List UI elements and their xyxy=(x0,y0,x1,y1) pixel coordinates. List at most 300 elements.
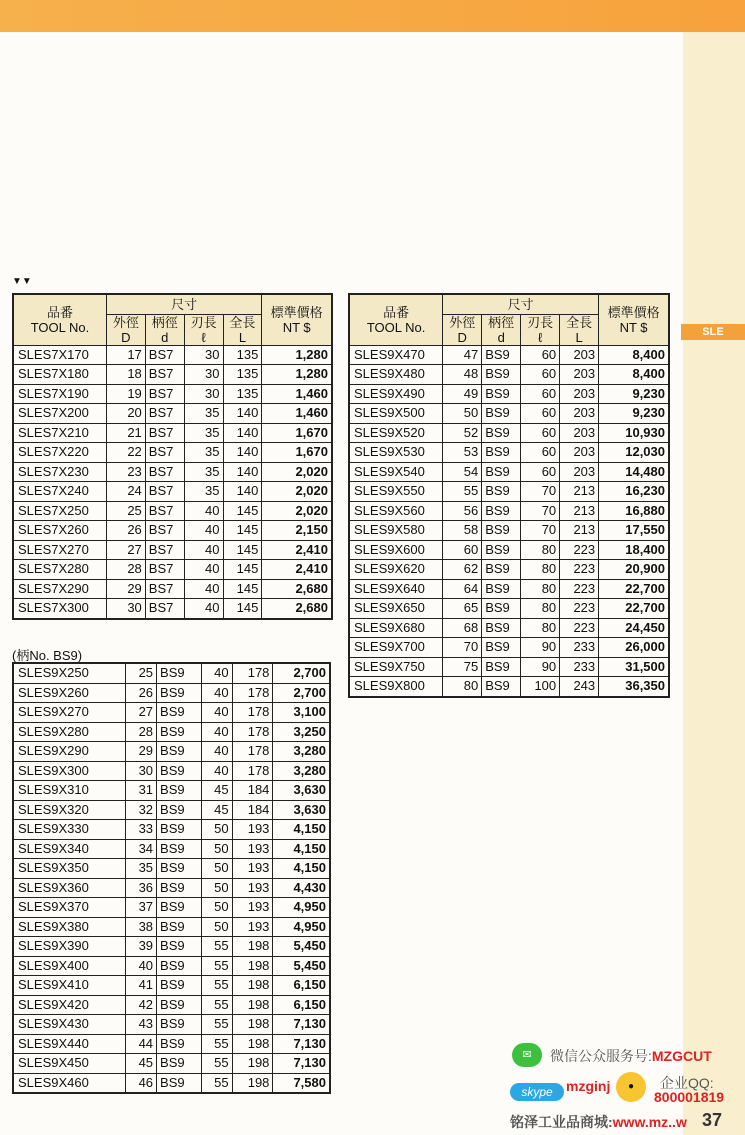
total-cell: 243 xyxy=(560,677,599,697)
total-cell: 140 xyxy=(223,443,262,463)
dia-cell: 56 xyxy=(443,501,482,521)
table-row xyxy=(349,384,669,404)
total-cell: 178 xyxy=(232,742,273,762)
tool-no-cell: SLES7X170 xyxy=(13,345,106,365)
dia-cell: 30 xyxy=(126,761,157,781)
dia-cell: 68 xyxy=(443,618,482,638)
flute-cell: 35 xyxy=(184,443,223,463)
dia-cell: 70 xyxy=(443,638,482,658)
price-cell: 7,580 xyxy=(273,1073,330,1093)
tool-no-cell: SLES9X640 xyxy=(349,579,443,599)
table-row xyxy=(13,1015,330,1035)
shank-cell: BS7 xyxy=(145,521,184,541)
total-cell: 198 xyxy=(232,1073,273,1093)
table-row xyxy=(13,384,332,404)
table-row xyxy=(349,443,669,463)
shank-cell: BS7 xyxy=(145,345,184,365)
price-cell: 1,280 xyxy=(262,365,332,385)
tool-no-cell: SLES9X420 xyxy=(13,995,126,1015)
flute-cell: 60 xyxy=(521,365,560,385)
table-row xyxy=(13,462,332,482)
dia-cell: 30 xyxy=(106,599,145,619)
total-cell: 178 xyxy=(232,663,273,683)
dia-cell: 35 xyxy=(126,859,157,879)
tool-no-cell: SLES7X260 xyxy=(13,521,106,541)
col-tool-no: 品番 TOOL No. xyxy=(349,294,443,345)
price-cell: 2,410 xyxy=(262,540,332,560)
flute-cell: 55 xyxy=(202,1034,233,1054)
total-cell: 135 xyxy=(223,384,262,404)
dia-cell: 47 xyxy=(443,345,482,365)
shank-cell: BS7 xyxy=(145,560,184,580)
price-table-bs9-large xyxy=(348,293,670,698)
shank-cell: BS7 xyxy=(145,423,184,443)
total-cell: 193 xyxy=(232,820,273,840)
shank-cell: BS9 xyxy=(482,521,521,541)
total-cell: 193 xyxy=(232,878,273,898)
table-row xyxy=(349,482,669,502)
col-shank: 柄徑 d xyxy=(482,314,521,345)
total-cell: 198 xyxy=(232,976,273,996)
total-cell: 223 xyxy=(560,618,599,638)
flute-cell: 35 xyxy=(184,462,223,482)
flute-cell: 90 xyxy=(521,657,560,677)
price-cell: 22,700 xyxy=(599,579,669,599)
dia-cell: 21 xyxy=(106,423,145,443)
price-cell: 36,350 xyxy=(599,677,669,697)
price-cell: 6,150 xyxy=(273,976,330,996)
total-cell: 203 xyxy=(560,345,599,365)
dia-cell: 54 xyxy=(443,462,482,482)
table-row xyxy=(13,683,330,703)
table-row xyxy=(13,579,332,599)
col-flute: 刃長 ℓ xyxy=(521,314,560,345)
dia-cell: 23 xyxy=(106,462,145,482)
flute-cell: 60 xyxy=(521,423,560,443)
dia-cell: 42 xyxy=(126,995,157,1015)
shank-cell: BS7 xyxy=(145,443,184,463)
col-shank: 柄徑 d xyxy=(145,314,184,345)
price-cell: 2,680 xyxy=(262,599,332,619)
total-cell: 198 xyxy=(232,1034,273,1054)
shank-cell: BS9 xyxy=(157,956,202,976)
tool-no-cell: SLES7X250 xyxy=(13,501,106,521)
dia-cell: 17 xyxy=(106,345,145,365)
wechat-label: 微信公众服务号:MZGCUT xyxy=(550,1048,712,1064)
shank-cell: BS9 xyxy=(157,1034,202,1054)
tool-no-cell: SLES9X430 xyxy=(13,1015,126,1035)
flute-cell: 80 xyxy=(521,579,560,599)
price-cell: 3,630 xyxy=(273,781,330,801)
table-row xyxy=(13,404,332,424)
dia-cell: 52 xyxy=(443,423,482,443)
price-cell: 2,020 xyxy=(262,482,332,502)
shank-cell: BS7 xyxy=(145,599,184,619)
col-price: 標準價格 NT $ xyxy=(262,294,332,345)
flute-cell: 90 xyxy=(521,638,560,658)
col-tool-no: 品番 TOOL No. xyxy=(13,294,106,345)
table-row xyxy=(13,937,330,957)
shank-cell: BS9 xyxy=(482,345,521,365)
table-row xyxy=(13,1054,330,1074)
price-cell: 8,400 xyxy=(599,345,669,365)
total-cell: 203 xyxy=(560,365,599,385)
table-row xyxy=(349,365,669,385)
flute-cell: 70 xyxy=(521,501,560,521)
table-row xyxy=(349,345,669,365)
shank-cell: BS9 xyxy=(157,800,202,820)
shank-cell: BS9 xyxy=(482,384,521,404)
total-cell: 203 xyxy=(560,423,599,443)
table-row xyxy=(13,781,330,801)
total-cell: 184 xyxy=(232,781,273,801)
tool-no-cell: SLES7X210 xyxy=(13,423,106,443)
tool-no-cell: SLES7X270 xyxy=(13,540,106,560)
flute-cell: 50 xyxy=(202,839,233,859)
tool-no-cell: SLES9X340 xyxy=(13,839,126,859)
dia-cell: 29 xyxy=(106,579,145,599)
tool-no-cell: SLES9X750 xyxy=(349,657,443,677)
subtitle-bs9: (柄No. BS9) xyxy=(12,648,83,663)
dia-cell: 27 xyxy=(106,540,145,560)
price-cell: 2,410 xyxy=(262,560,332,580)
total-cell: 178 xyxy=(232,683,273,703)
dia-cell: 41 xyxy=(126,976,157,996)
dia-cell: 28 xyxy=(106,560,145,580)
price-cell: 1,280 xyxy=(262,345,332,365)
table-row xyxy=(13,800,330,820)
price-cell: 2,020 xyxy=(262,462,332,482)
shank-cell: BS7 xyxy=(145,384,184,404)
total-cell: 198 xyxy=(232,1015,273,1035)
price-cell: 2,150 xyxy=(262,521,332,541)
shank-cell: BS9 xyxy=(157,878,202,898)
total-cell: 213 xyxy=(560,501,599,521)
table-row xyxy=(349,618,669,638)
dia-cell: 24 xyxy=(106,482,145,502)
shank-cell: BS9 xyxy=(157,761,202,781)
dia-cell: 64 xyxy=(443,579,482,599)
tool-no-cell: SLES9X560 xyxy=(349,501,443,521)
flute-cell: 35 xyxy=(184,482,223,502)
price-cell: 3,250 xyxy=(273,722,330,742)
shank-cell: BS7 xyxy=(145,540,184,560)
dia-cell: 60 xyxy=(443,540,482,560)
tool-no-cell: SLES9X540 xyxy=(349,462,443,482)
table-row xyxy=(13,995,330,1015)
dia-cell: 43 xyxy=(126,1015,157,1035)
tool-no-cell: SLES9X440 xyxy=(13,1034,126,1054)
table-row xyxy=(13,1073,330,1093)
flute-cell: 100 xyxy=(521,677,560,697)
table-row xyxy=(349,677,669,697)
flute-cell: 55 xyxy=(202,1015,233,1035)
tool-no-cell: SLES9X310 xyxy=(13,781,126,801)
col-total: 全長 L xyxy=(223,314,262,345)
shank-cell: BS9 xyxy=(482,443,521,463)
total-cell: 193 xyxy=(232,839,273,859)
dia-cell: 31 xyxy=(126,781,157,801)
price-cell: 4,430 xyxy=(273,878,330,898)
shank-cell: BS9 xyxy=(157,995,202,1015)
dia-cell: 44 xyxy=(126,1034,157,1054)
table-row xyxy=(13,859,330,879)
tool-no-cell: SLES9X390 xyxy=(13,937,126,957)
flute-cell: 40 xyxy=(202,683,233,703)
table-row xyxy=(13,898,330,918)
shank-cell: BS7 xyxy=(145,579,184,599)
price-cell: 4,150 xyxy=(273,859,330,879)
skype-id: mzginj xyxy=(566,1078,611,1094)
price-cell: 3,280 xyxy=(273,742,330,762)
shank-cell: BS9 xyxy=(157,820,202,840)
shank-cell: BS9 xyxy=(482,657,521,677)
flute-cell: 80 xyxy=(521,540,560,560)
total-cell: 145 xyxy=(223,579,262,599)
shank-cell: BS9 xyxy=(157,898,202,918)
dia-cell: 25 xyxy=(126,663,157,683)
total-cell: 193 xyxy=(232,917,273,937)
col-size: 尺寸 xyxy=(443,294,599,314)
dia-cell: 49 xyxy=(443,384,482,404)
shank-cell: BS9 xyxy=(482,462,521,482)
total-cell: 223 xyxy=(560,579,599,599)
flute-cell: 35 xyxy=(184,404,223,424)
price-cell: 9,230 xyxy=(599,384,669,404)
tool-no-cell: SLES9X400 xyxy=(13,956,126,976)
dia-cell: 26 xyxy=(126,683,157,703)
tool-no-cell: SLES9X800 xyxy=(349,677,443,697)
flute-cell: 55 xyxy=(202,1054,233,1074)
tool-no-cell: SLES9X380 xyxy=(13,917,126,937)
price-cell: 31,500 xyxy=(599,657,669,677)
col-dia: 外徑 D xyxy=(106,314,145,345)
price-cell: 1,460 xyxy=(262,384,332,404)
total-cell: 178 xyxy=(232,761,273,781)
total-cell: 184 xyxy=(232,800,273,820)
table-row xyxy=(13,345,332,365)
price-cell: 17,550 xyxy=(599,521,669,541)
table-row xyxy=(13,703,330,723)
flute-cell: 55 xyxy=(202,976,233,996)
total-cell: 223 xyxy=(560,540,599,560)
price-cell: 7,130 xyxy=(273,1015,330,1035)
page-number: 37 xyxy=(702,1110,723,1130)
dia-cell: 55 xyxy=(443,482,482,502)
total-cell: 193 xyxy=(232,859,273,879)
table-row xyxy=(13,482,332,502)
price-cell: 4,150 xyxy=(273,820,330,840)
dia-cell: 75 xyxy=(443,657,482,677)
price-cell: 1,670 xyxy=(262,423,332,443)
total-cell: 178 xyxy=(232,722,273,742)
side-strip xyxy=(683,32,745,1135)
total-cell: 223 xyxy=(560,599,599,619)
shank-cell: BS9 xyxy=(482,638,521,658)
table-row xyxy=(349,462,669,482)
flute-cell: 60 xyxy=(521,404,560,424)
total-cell: 140 xyxy=(223,482,262,502)
dia-cell: 39 xyxy=(126,937,157,957)
flute-cell: 50 xyxy=(202,859,233,879)
price-cell: 9,230 xyxy=(599,404,669,424)
total-cell: 203 xyxy=(560,384,599,404)
price-cell: 6,150 xyxy=(273,995,330,1015)
tool-no-cell: SLES9X470 xyxy=(349,345,443,365)
dia-cell: 58 xyxy=(443,521,482,541)
tool-no-cell: SLES9X460 xyxy=(13,1073,126,1093)
shank-cell: BS9 xyxy=(482,501,521,521)
total-cell: 233 xyxy=(560,638,599,658)
table-row xyxy=(349,404,669,424)
price-cell: 16,880 xyxy=(599,501,669,521)
price-cell: 4,150 xyxy=(273,839,330,859)
total-cell: 140 xyxy=(223,423,262,443)
flute-cell: 40 xyxy=(184,540,223,560)
total-cell: 198 xyxy=(232,937,273,957)
table-row xyxy=(13,878,330,898)
tool-no-cell: SLES9X500 xyxy=(349,404,443,424)
tool-no-cell: SLES9X250 xyxy=(13,663,126,683)
table-row xyxy=(13,976,330,996)
tool-no-cell: SLES7X180 xyxy=(13,365,106,385)
dia-cell: 38 xyxy=(126,917,157,937)
dia-cell: 45 xyxy=(126,1054,157,1074)
shank-cell: BS9 xyxy=(157,1015,202,1035)
tool-no-cell: SLES7X280 xyxy=(13,560,106,580)
tool-no-cell: SLES9X280 xyxy=(13,722,126,742)
tool-no-cell: SLES9X450 xyxy=(13,1054,126,1074)
flute-cell: 60 xyxy=(521,345,560,365)
flute-cell: 40 xyxy=(202,761,233,781)
table-row xyxy=(13,761,330,781)
flute-cell: 60 xyxy=(521,384,560,404)
total-cell: 135 xyxy=(223,345,262,365)
dia-cell: 33 xyxy=(126,820,157,840)
flute-cell: 45 xyxy=(202,781,233,801)
dia-cell: 48 xyxy=(443,365,482,385)
tool-no-cell: SLES7X220 xyxy=(13,443,106,463)
flute-cell: 80 xyxy=(521,599,560,619)
dia-cell: 50 xyxy=(443,404,482,424)
shank-cell: BS9 xyxy=(482,579,521,599)
flute-cell: 50 xyxy=(202,898,233,918)
flute-cell: 80 xyxy=(521,618,560,638)
tool-no-cell: SLES9X490 xyxy=(349,384,443,404)
price-cell: 22,700 xyxy=(599,599,669,619)
table-row xyxy=(13,560,332,580)
header-band xyxy=(0,0,745,32)
price-cell: 2,700 xyxy=(273,683,330,703)
total-cell: 145 xyxy=(223,599,262,619)
tool-no-cell: SLES9X550 xyxy=(349,482,443,502)
price-cell: 12,030 xyxy=(599,443,669,463)
shank-cell: BS9 xyxy=(157,663,202,683)
price-cell: 20,900 xyxy=(599,560,669,580)
skype-icon: skype xyxy=(510,1083,564,1101)
total-cell: 140 xyxy=(223,404,262,424)
shank-cell: BS9 xyxy=(157,781,202,801)
total-cell: 145 xyxy=(223,560,262,580)
dia-cell: 80 xyxy=(443,677,482,697)
price-cell: 4,950 xyxy=(273,917,330,937)
tool-no-cell: SLES9X330 xyxy=(13,820,126,840)
dia-cell: 36 xyxy=(126,878,157,898)
table-row xyxy=(349,638,669,658)
tool-no-cell: SLES9X360 xyxy=(13,878,126,898)
shank-cell: BS7 xyxy=(145,482,184,502)
total-cell: 203 xyxy=(560,462,599,482)
table-row xyxy=(349,423,669,443)
col-size: 尺寸 xyxy=(106,294,261,314)
price-cell: 7,130 xyxy=(273,1034,330,1054)
table-row xyxy=(349,657,669,677)
flute-cell: 40 xyxy=(202,742,233,762)
table-row xyxy=(13,501,332,521)
flute-cell: 40 xyxy=(202,703,233,723)
tool-no-cell: SLES9X530 xyxy=(349,443,443,463)
shank-cell: BS9 xyxy=(157,937,202,957)
price-cell: 7,130 xyxy=(273,1054,330,1074)
flute-cell: 55 xyxy=(202,1073,233,1093)
total-cell: 145 xyxy=(223,521,262,541)
price-cell: 8,400 xyxy=(599,365,669,385)
shank-cell: BS7 xyxy=(145,365,184,385)
tool-no-cell: SLES9X260 xyxy=(13,683,126,703)
col-total: 全長 L xyxy=(560,314,599,345)
total-cell: 233 xyxy=(560,657,599,677)
shank-cell: BS7 xyxy=(145,462,184,482)
table-row xyxy=(13,423,332,443)
dia-cell: 26 xyxy=(106,521,145,541)
total-cell: 213 xyxy=(560,521,599,541)
dia-cell: 29 xyxy=(126,742,157,762)
flute-cell: 30 xyxy=(184,365,223,385)
section-arrows: ▼▼ xyxy=(12,276,32,287)
total-cell: 140 xyxy=(223,462,262,482)
price-cell: 26,000 xyxy=(599,638,669,658)
col-dia: 外徑 D xyxy=(443,314,482,345)
total-cell: 198 xyxy=(232,1054,273,1074)
table-row xyxy=(349,579,669,599)
total-cell: 145 xyxy=(223,540,262,560)
price-cell: 10,930 xyxy=(599,423,669,443)
tool-no-cell: SLES9X650 xyxy=(349,599,443,619)
total-cell: 193 xyxy=(232,898,273,918)
total-cell: 198 xyxy=(232,995,273,1015)
flute-cell: 45 xyxy=(202,800,233,820)
flute-cell: 60 xyxy=(521,443,560,463)
qq-number: 800001819 xyxy=(654,1089,725,1105)
col-flute: 刃長 ℓ xyxy=(184,314,223,345)
table-row xyxy=(13,540,332,560)
tool-no-cell: SLES7X190 xyxy=(13,384,106,404)
flute-cell: 55 xyxy=(202,956,233,976)
dia-cell: 22 xyxy=(106,443,145,463)
table-row xyxy=(13,663,330,683)
tool-no-cell: SLES7X290 xyxy=(13,579,106,599)
dia-cell: 32 xyxy=(126,800,157,820)
flute-cell: 80 xyxy=(521,560,560,580)
shank-cell: BS9 xyxy=(157,1073,202,1093)
table-row xyxy=(13,521,332,541)
price-cell: 2,680 xyxy=(262,579,332,599)
tool-no-cell: SLES9X620 xyxy=(349,560,443,580)
shank-cell: BS9 xyxy=(157,703,202,723)
price-cell: 5,450 xyxy=(273,937,330,957)
section-tab: SLE xyxy=(681,324,745,340)
dia-cell: 18 xyxy=(106,365,145,385)
